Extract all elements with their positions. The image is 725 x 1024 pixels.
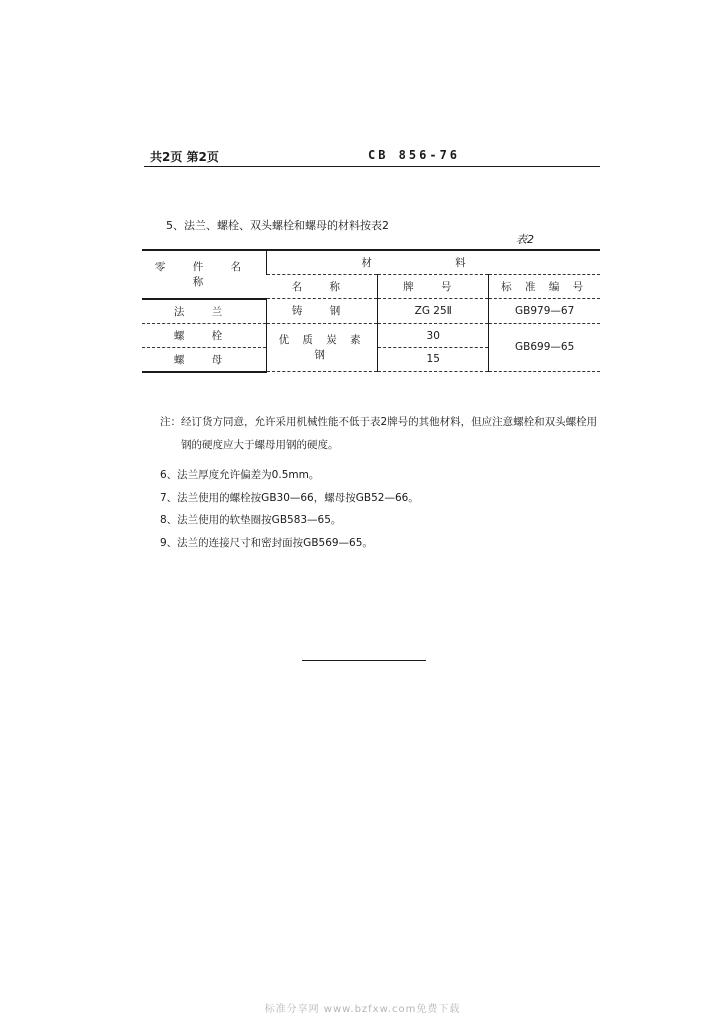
clause-7: 7、法兰使用的螺栓按GB30—66，螺母按GB52—66。 xyxy=(160,492,419,504)
end-rule xyxy=(302,660,426,661)
grade-cell: ZG 25Ⅱ xyxy=(378,299,489,324)
part-cell: 法 兰 xyxy=(142,299,267,324)
table-row xyxy=(142,299,600,324)
header-grade: 牌 号 xyxy=(378,275,489,299)
standard-code: CB 856-76 xyxy=(368,148,461,162)
materials-table xyxy=(142,249,600,373)
standard-cell: GB699—65 xyxy=(489,323,600,372)
header-material: 材 料 xyxy=(267,250,601,275)
clause-6: 6、法兰厚度允许偏差为0.5mm。 xyxy=(160,469,320,481)
grade-cell xyxy=(378,323,489,372)
clause-8: 8、法兰使用的软垫圈按GB583—65。 xyxy=(160,514,342,526)
header-rule xyxy=(144,166,600,167)
standard-cell: GB979—67 xyxy=(489,299,600,324)
part-cell: 螺 栓 xyxy=(142,323,267,347)
grade-value: 30 xyxy=(378,324,488,348)
section-heading: 5、法兰、螺栓、双头螺栓和螺母的材料按表2 xyxy=(166,219,389,232)
header-material-name: 名 称 xyxy=(267,275,378,299)
part-cell: 螺 母 xyxy=(142,347,267,372)
watermark: 标准分享网 www.bzfxw.com免费下载 xyxy=(264,1004,461,1015)
header-part-name: 零 件 名 称 xyxy=(142,250,267,299)
clause-9: 9、法兰的连接尺寸和密封面按GB569—65。 xyxy=(160,537,373,549)
page-count: 共2页 第2页 xyxy=(150,150,219,164)
table-number: 表2 xyxy=(516,233,534,246)
note-line: 注：经订货方同意，允许采用机械性能不低于表2牌号的其他材料，但应注意螺栓和双头螺栓用 xyxy=(160,416,598,428)
material-name-cell: 优 质 炭 素 钢 xyxy=(267,323,378,372)
note-line: 钢的硬度应大于螺母用钢的硬度。 xyxy=(181,439,339,451)
grade-value: 15 xyxy=(426,353,440,365)
table-row xyxy=(142,323,600,347)
header-standard: 标 准 编 号 xyxy=(489,275,600,299)
material-name-cell: 铸 钢 xyxy=(267,299,378,324)
